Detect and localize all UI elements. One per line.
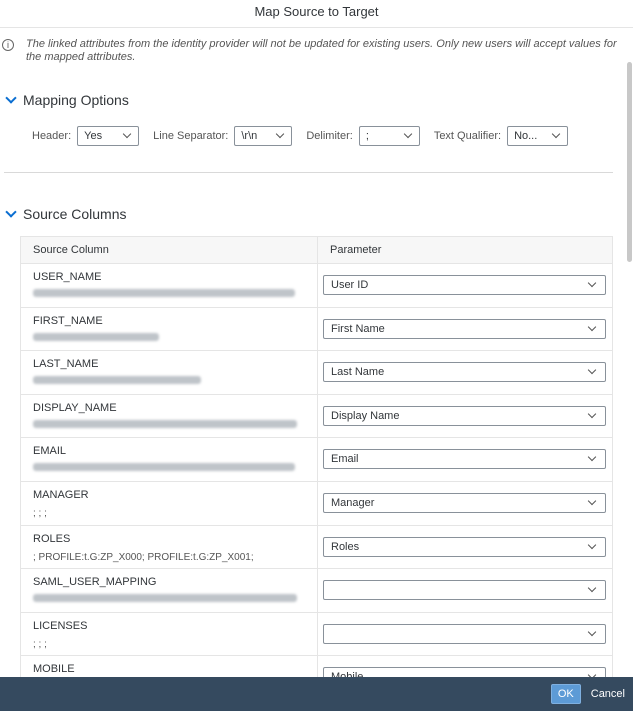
parameter-select[interactable]: [323, 537, 606, 557]
source-columns-table: [20, 236, 613, 701]
text-qualifier-label: Text Qualifier:: [433, 130, 502, 142]
chevron-down-icon: [588, 628, 596, 636]
info-icon: i: [2, 39, 14, 51]
dialog-title: Map Source to Target: [0, 0, 633, 28]
source-column-sample: ; ; ;: [33, 638, 47, 650]
chevron-down-icon[interactable]: [5, 206, 16, 217]
info-text: The linked attributes from the identity provider will not be updated for existing users. Only new users will accept values for the mapped attributes.: [26, 38, 617, 63]
source-columns-title: Source Columns: [23, 206, 127, 222]
cancel-button[interactable]: Cancel: [590, 688, 625, 700]
parameter-select[interactable]: [323, 493, 606, 513]
source-column-name: MANAGER: [33, 488, 89, 501]
dialog-footer: [0, 677, 633, 711]
source-column-name: ROLES: [33, 532, 71, 545]
ok-button[interactable]: OK: [551, 684, 581, 704]
parameter-select[interactable]: [323, 362, 606, 382]
parameter-value: Roles: [331, 540, 360, 553]
chevron-down-icon: [588, 322, 596, 330]
source-columns-header[interactable]: [4, 206, 127, 222]
line-separator-value: \r\n: [241, 130, 258, 142]
parameter-select[interactable]: [323, 449, 606, 469]
parameter-header: Parameter: [330, 244, 382, 256]
source-column-name: LAST_NAME: [33, 358, 99, 371]
table-row: [21, 351, 612, 395]
table-row: [21, 482, 612, 526]
redacted-sample: [33, 420, 297, 428]
delimiter-label: Delimiter:: [306, 130, 353, 142]
source-column-name: USER_NAME: [33, 271, 102, 283]
redacted-sample: [33, 333, 159, 341]
table-row: [21, 395, 612, 439]
parameter-value: Last Name: [331, 366, 385, 379]
mapping-options-title: Mapping Options: [23, 92, 129, 108]
chevron-down-icon: [276, 130, 284, 138]
source-column-sample: ; ; ;: [33, 507, 47, 519]
chevron-down-icon: [588, 410, 596, 418]
source-column-name: SAML_USER_MAPPING: [33, 576, 157, 589]
chevron-down-icon: [404, 130, 412, 138]
parameter-value: Manager: [331, 496, 375, 509]
redacted-sample: [33, 594, 297, 602]
text-qualifier-value: No...: [514, 130, 538, 142]
redacted-sample: [33, 376, 201, 384]
parameter-select[interactable]: [323, 624, 606, 644]
line-separator-select[interactable]: [234, 126, 292, 146]
scrollbar[interactable]: [625, 28, 633, 677]
chevron-down-icon: [588, 584, 596, 592]
chevron-down-icon: [588, 366, 596, 374]
section-divider: [4, 172, 613, 173]
header-select-value: Yes: [84, 130, 103, 142]
source-column-sample: ; PROFILE:t.G:ZP_X000; PROFILE:t.G:ZP_X001;: [33, 551, 254, 563]
delimiter-select[interactable]: [359, 126, 420, 146]
parameter-select[interactable]: [323, 275, 606, 295]
chevron-down-icon: [588, 453, 596, 461]
source-column-name: DISPLAY_NAME: [33, 401, 117, 414]
parameter-select[interactable]: [323, 319, 606, 339]
delimiter-value: ;: [365, 130, 369, 142]
parameter-value: User ID: [331, 279, 369, 291]
mapping-options-row: [32, 126, 582, 146]
source-column-header: Source Column: [21, 237, 318, 263]
text-qualifier-select[interactable]: [507, 126, 568, 146]
parameter-select[interactable]: [323, 406, 606, 426]
parameter-select[interactable]: [323, 580, 606, 600]
table-header: [21, 237, 612, 264]
table-row: [21, 613, 612, 657]
chevron-down-icon: [588, 279, 596, 287]
source-column-name: FIRST_NAME: [33, 314, 103, 327]
chevron-down-icon: [588, 497, 596, 505]
mapping-options-header[interactable]: [4, 92, 129, 108]
table-row: [21, 308, 612, 352]
info-message: [0, 38, 622, 64]
chevron-down-icon: [588, 540, 596, 548]
chevron-down-icon: [552, 130, 560, 138]
table-row: [21, 264, 612, 308]
scrollbar-thumb[interactable]: [627, 62, 632, 262]
table-row: [21, 526, 612, 570]
table-row: [21, 438, 612, 482]
line-separator-label: Line Separator:: [153, 130, 229, 142]
parameter-value: Display Name: [331, 409, 400, 422]
source-column-name: LICENSES: [33, 619, 88, 632]
table-row: [21, 569, 612, 613]
header-select[interactable]: [77, 126, 139, 146]
header-label: Header:: [32, 130, 72, 142]
parameter-value: First Name: [331, 322, 385, 335]
redacted-sample: [33, 463, 295, 471]
chevron-down-icon: [123, 130, 131, 138]
chevron-down-icon[interactable]: [5, 92, 16, 103]
source-column-name: MOBILE: [33, 663, 75, 676]
dialog-content: [0, 28, 625, 677]
source-column-name: EMAIL: [33, 445, 67, 458]
parameter-value: Email: [331, 453, 359, 466]
redacted-sample: [33, 289, 295, 297]
